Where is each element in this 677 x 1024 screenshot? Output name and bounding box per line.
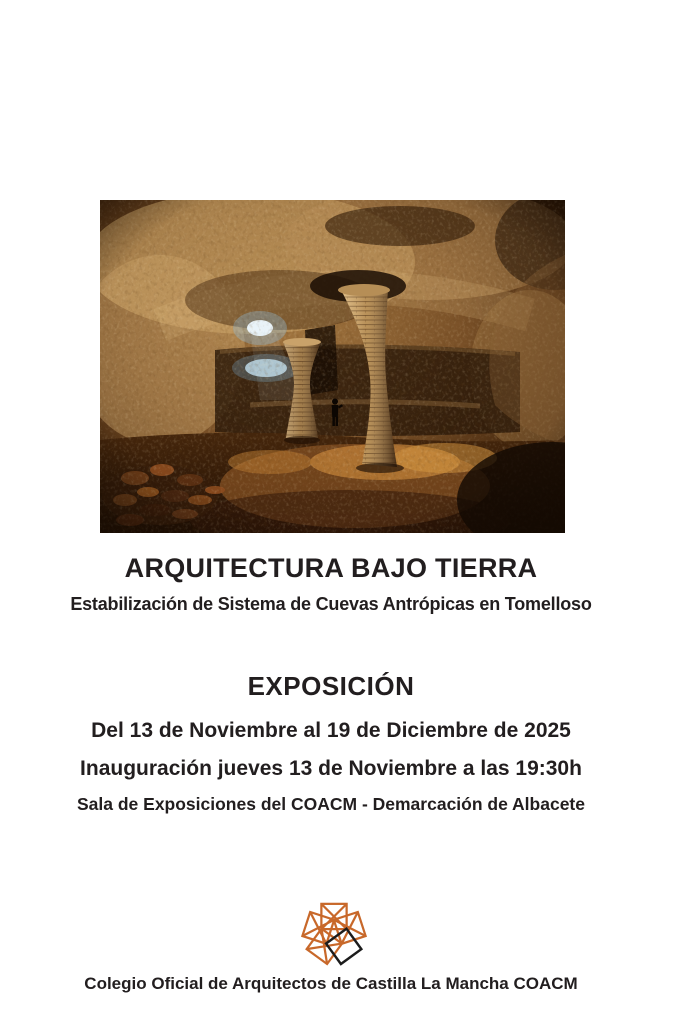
exhibition-heading: EXPOSICIÓN (247, 671, 415, 701)
coacm-logo-icon (297, 899, 371, 967)
cave-photo-illustration (100, 200, 565, 533)
poster-title: ARQUITECTURA BAJO TIERRA (124, 553, 538, 583)
exhibition-venue: Sala de Exposiciones del COACM - Demarcación de Albacete (77, 794, 585, 814)
coacm-logo-rosette (297, 899, 371, 967)
cave-photo (100, 200, 565, 533)
poster-subtitle: Estabilización de Sistema de Cuevas Antrópicas en Tomelloso (70, 594, 592, 614)
exhibition-dates: Del 13 de Noviembre al 19 de Diciembre de 2025 (91, 719, 571, 742)
exhibition-opening: Inauguración jueves 13 de Noviembre a las 19:30h (80, 757, 582, 780)
organization-name: Colegio Oficial de Arquitectos de Castilla La Mancha COACM (84, 974, 578, 993)
